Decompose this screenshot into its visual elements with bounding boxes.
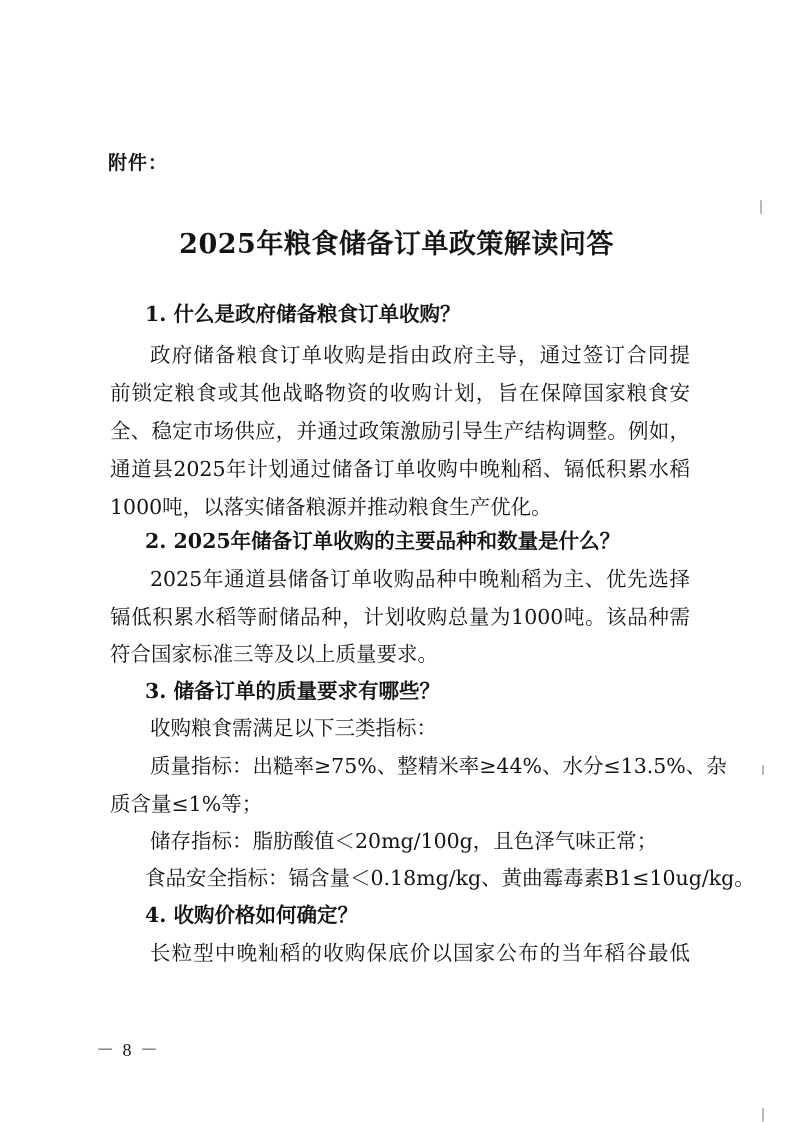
answer-2-line-3: 符合国家标准三等及以上质量要求。 xyxy=(110,642,438,666)
answer-3-food-safety: 食品安全指标：镉含量＜0.18mg/kg、黄曲霉毒素B1≤10ug/kg。 xyxy=(145,866,755,890)
answer-2-line-1: 2025年通道县储备订单收购品种中晚籼稻为主、优先选择 xyxy=(150,567,690,591)
attachment-label: 附件： xyxy=(108,152,169,174)
answer-4-line-1: 长粒型中晚籼稻的收购保底价以国家公布的当年稻谷最低 xyxy=(150,941,690,965)
question-1: 1. 什么是政府储备粮食订单收购？ xyxy=(145,302,461,326)
answer-1-line-5: 1000吨，以落实储备粮源并推动粮食生产优化。 xyxy=(110,495,552,519)
question-4: 4. 收购价格如何确定？ xyxy=(145,903,359,927)
question-2: 2. 2025年储备订单收购的主要品种和数量是什么？ xyxy=(145,529,621,553)
scan-artifact xyxy=(762,765,764,775)
scan-artifact xyxy=(760,200,762,214)
answer-1-line-3: 全、稳定市场供应，并通过政策激励引导生产结构调整。例如， xyxy=(110,419,690,443)
answer-3-quality-line-2: 质含量≤1%等； xyxy=(110,792,263,816)
answer-1-line-2: 前锁定粮食或其他战略物资的收购计划，旨在保障国家粮食安 xyxy=(110,381,690,405)
document-title: 2025年粮食储备订单政策解读问答 xyxy=(179,229,614,260)
answer-3-storage: 储存指标：脂肪酸值＜20mg/100g，且色泽气味正常； xyxy=(150,829,658,853)
scan-artifact xyxy=(762,1108,764,1122)
answer-1-line-4: 通道县2025年计划通过储备订单收购中晚籼稻、镉低积累水稻 xyxy=(110,457,690,481)
page-number: － 8 － xyxy=(96,1040,160,1060)
answer-2-line-2: 镉低积累水稻等耐储品种，计划收购总量为1000吨。该品种需 xyxy=(110,605,690,629)
answer-1-line-1: 政府储备粮食订单收购是指由政府主导，通过签订合同提 xyxy=(150,343,690,367)
question-3: 3. 储备订单的质量要求有哪些？ xyxy=(145,679,441,703)
answer-3-quality-line-1: 质量指标：出糙率≥75%、整精米率≥44%、水分≤13.5%、杂 xyxy=(150,754,727,778)
answer-3-line-1: 收购粮食需满足以下三类指标： xyxy=(150,716,437,740)
